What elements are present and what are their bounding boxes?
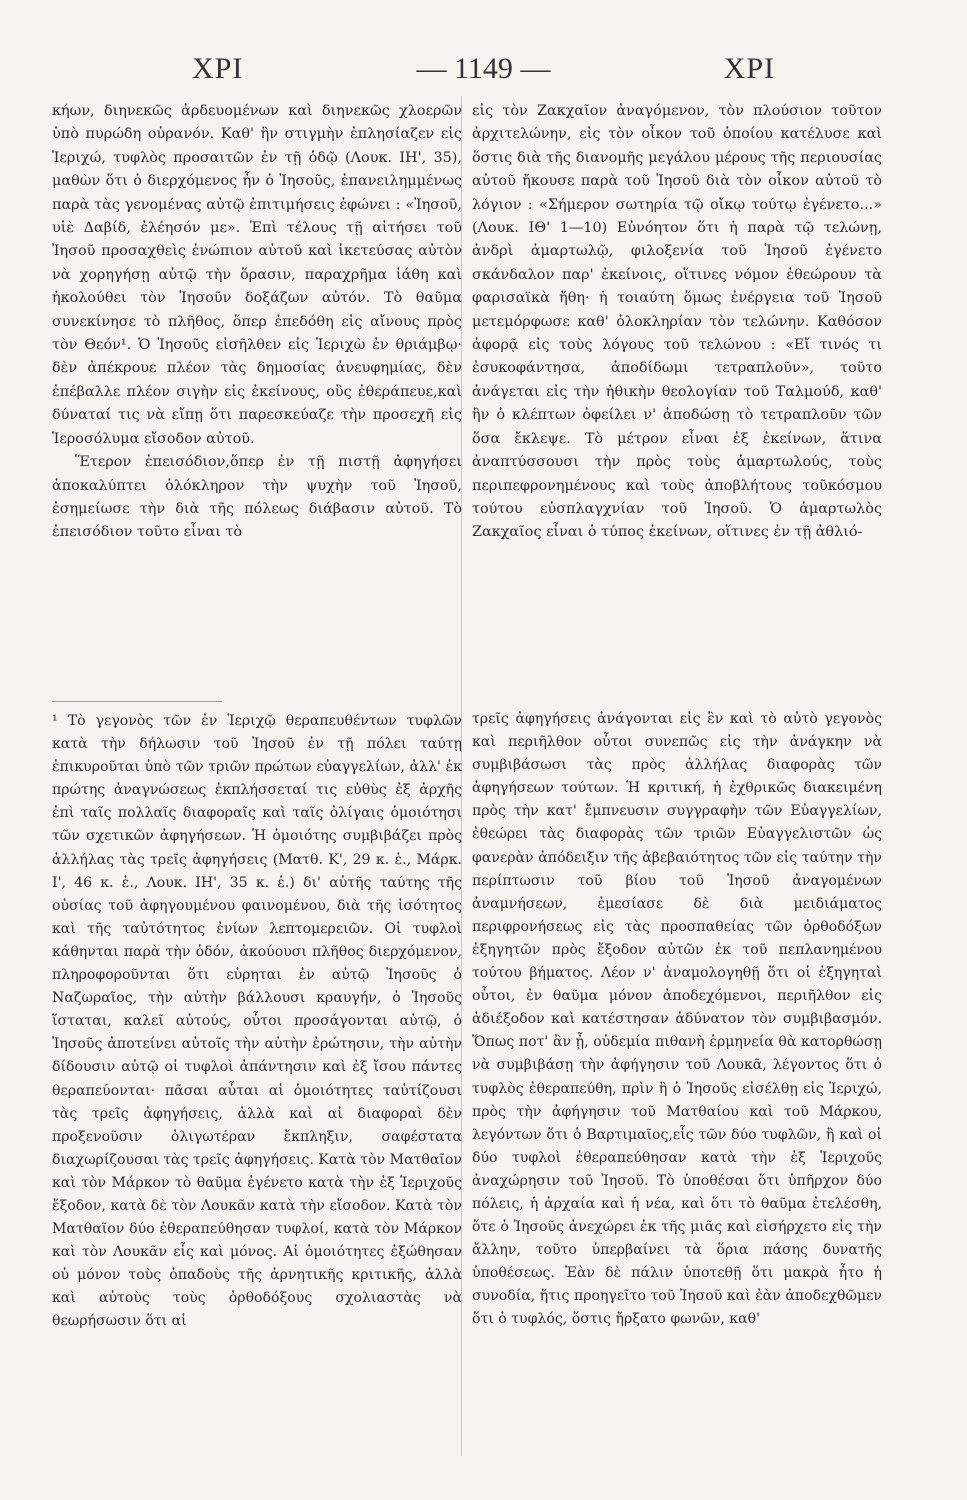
- right-column: [472, 100, 882, 545]
- page-header: [40, 44, 927, 104]
- left-paragraph-1: κήων, διηνεκῶς ἀρδευομένων καὶ διηνεκῶς χλοερῶν ὑπὸ πυρώδη οὐρανόν. Καθ' ἣν στιγμὴν ἐπλησίαζεν εἰς Ἱεριχώ, τυφλὸς προσαιτῶν ἐν τῇ ὁδῷ (Λουκ. ΙΗ', 35), μαθὼν ὅτι ὁ διερχόμενος ἦν ὁ Ἰησοῦς, ἐπανειλημμένως παρὰ τὰς γενομένας αὐτῷ ἐπιτιμήσεις ἐφώνει : «Ἰησοῦ, υἱὲ Δαβίδ, ἐλέησόν με». Ἐπὶ τέλους τῇ αἰτήσει τοῦ Ἰησοῦ προσαχθεὶς ἐνώπιον αὐτοῦ καὶ ἱκετεύσας αὐτὸν νὰ χορηγήσῃ αὐτῷ τὴν ὅρασιν, παραχρῆμα ἰάθη καὶ ἠκολούθει τὸν Ἰησοῦν δοξάζων αὐτόν. Τὸ θαῦμα συνεκίνησε τὸ πλῆθος, ὅπερ ἐπεδόθη εἰς αἴνους πρὸς τὸν Θεόν¹. Ὁ Ἰησοῦς εἰσῆλθεν εἰς Ἱεριχὼ ἐν θριάμβῳ· δὲν ἀπέκρουε πλέον τὰς δημοσίας ἀνευφημίας, δὲν ἐπέβαλλε πλέον σιγὴν εἰς ἐκείνους, οὓς ἐθεράπευε,καὶ δύναταί τις νὰ εἴπῃ ὅτι παρεσκεύαζε τὴν προσεχῆ εἰς Ἱεροσόλυμα εἴσοδον αὐτοῦ.: [52, 103, 462, 447]
- page-number: — 1149 —: [416, 52, 551, 85]
- right-paragraph-1: εἰς τὸν Ζακχαῖον ἀναγόμενον, τὸν πλούσιον τοῦτον ἀρχιτελώνην, εἰς τὸν οἶκον τοῦ ὁποίου κατέλυσε καὶ ὅστις διὰ τῆς διανομῆς μεγάλου μέρους τῆς περιουσίας αὐτοῦ ἤκουσε παρὰ τοῦ Ἰησοῦ διὰ τὸν οἶκον αὐτοῦ τὸ λόγιον : «Σήμερον σωτηρία τῷ οἴκῳ τούτῳ ἐγένετο...» (Λουκ. ΙΘ' 1—10) Εὐνόητον ὅτι ἡ παρὰ τῷ τελώνῃ, ἀνδρὶ ἁμαρτωλῷ, φιλοξενία τοῦ Ἰησοῦ ἐγένετο σκάνδαλον παρ' ἐκείνοις, οἵτινες νόμον ἐθεώρουν τὰ φαρισαϊκὰ ἤθη· ἡ τοιαύτη ὅμως ἐνέργεια τοῦ Ἰησοῦ μετεμόρφωσε καθ' ὁλοκληρίαν τὸν τελώνην. Καθόσον ἀφορᾷ εἰς τοὺς λόγους τοῦ τελώνου : «Εἴ τινός τι ἐσυκοφάντησα, ἀποδίδωμι τετραπλοῦν», τοῦτο ἀνάγεται εἰς τὴν ἠθικὴν θεολογίαν τοῦ Ταλμούδ, καθ' ἣν ὁ κλέπτων ὀφείλει ν' ἀποδώσῃ τὸ τετραπλοῦν τῶν ὅσα ἔκλεψε. Τὸ μέτρον εἶναι ἐξ ἐκείνων, ἅτινα ἀναπτύσσουσι τὴν πρὸς τοὺς ἁμαρτωλούς, τοὺς περιπεφρονημένους καὶ τοὺς ἀποβλήτους τοῦκόσμου τούτου εὐσπλαγχνίαν τοῦ Ἰησοῦ. Ὁ ἁμαρτωλὸς Ζακχαῖος εἶναι ὁ τύπος ἐκείνων, οἵτινες ἐν τῇ ἀθλιό-: [472, 103, 882, 541]
- footnote-right: τρεῖς ἀφηγήσεις ἀνάγονται εἰς ἓν καὶ τὸ αὐτὸ γεγονὸς καὶ περιῆλθον οὗτοι συνεπῶς εἰς τὴν ἀνάγκην νὰ συμβιβάσωσι τὰς πρὸς ἀλλήλας διαφορὰς τῶν ἀφηγήσεων τούτων. Ἡ κριτική, ἡ ἐχθρικῶς διακειμένη πρὸς τὴν κατ' ἔμπνευσιν συγγραφὴν τῶν Εὐαγγελίων, ἐθεώρει τὰς διαφορὰς τῶν τριῶν Εὐαγγελιστῶν ὡς φανερὰν ἀπόδειξιν τῆς ἀβεβαιότητος τῶν εἰς ταύτην τὴν περίπτωσιν τοῦ βίου τοῦ Ἰησοῦ ἀναγομένων ἀναμνήσεων, ἐμεσίασε δὲ διὰ μειδιάματος περιφρονήσεως εἰς τὰς προσπαθείας τῶν ὀρθοδόξων ἐξηγητῶν πρὸς ἔξοδον αὐτῶν ἐκ τοῦ πεπλανημένου τούτου βήματος. Λέον ν' ἀναμολογηθῇ ὅτι οἱ ἐξηγηταὶ οὗτοι, ἐν θαῦμα μόνον ἀποδεχόμενοι, περιῆλθον εἰς ἀδιέξοδον καὶ κατέστησαν ἀδύνατον τὸν συμβιβασμόν. Ὅπως ποτ' ἂν ᾖ, οὐδεμία πιθανὴ ἑρμηνεία θὰ κατορθώσῃ νὰ συμβιβάσῃ τὴν ἀφήγησιν τοῦ Λουκᾶ, λέγοντος ὅτι ὁ τυφλὸς ἐθεραπεύθη, πρὶν ἢ ὁ Ἰησοῦς εἰσέλθῃ εἰς Ἱεριχώ, πρὸς τὴν ἀφήγησιν τοῦ Ματθαίου καὶ τοῦ Μάρκου, λεγόντων ὅτι ὁ Βαρτιμαῖος,εἷς τῶν δύο τυφλῶν, ἢ καὶ οἱ δύο τυφλοὶ ἐθεραπεύθησαν κατὰ τὴν ἐξ Ἱεριχοῦς ἀναχώρησιν τοῦ Ἰησοῦ. Τὸ ὑποθέσαι ὅτι ὑπῆρχον δύο πόλεις, ἡ ἀρχαία καὶ ἡ νέα, καὶ ὅτι τὸ θαῦμα ἐτελέσθη, ὅτε ὁ Ἰησοῦς ἀνεχώρει ἐκ τῆς μιᾶς καὶ εἰσήρχετο εἰς τὴν ἄλλην, τοῦτο ὑπερβαίνει τὰ ὅρια πάσης δυνατῆς ὑποθέσεως. Ἐὰν δὲ πάλιν ὑποτεθῇ ὅτι μακρὰ ἦτο ἡ συνοδία, ἥτις προηγεῖτο τοῦ Ἰησοῦ καὶ ἐὰν ἀποδεχθῶμεν ὅτι ὁ τυφλός, ὅστις ἤρξατο φωνῶν, καθ': [472, 711, 882, 1328]
- header-right-title: ΧΡΙ: [723, 52, 775, 85]
- left-paragraph-2: Ἕτερον ἐπεισόδιον,ὅπερ ἐν τῇ πιστῇ ἀφηγήσει ἀποκαλύπτει ὁλόκληρον τὴν ψυχὴν τοῦ Ἰησοῦ, ἐσημείωσε τὴν διὰ τῆς πόλεως διάβασιν αὐτοῦ. Τὸ ἐπεισόδιον τοῦτο εἶναι τὸ: [52, 454, 462, 541]
- header-left-title: ΧΡΙ: [192, 52, 244, 85]
- left-column: [52, 100, 462, 545]
- footnote-separator: [52, 701, 222, 702]
- footnote-left: ¹ Τὸ γεγονὸς τῶν ἐν Ἱεριχῷ θεραπευθέντων τυφλῶν κατὰ τὴν δήλωσιν τοῦ Ἰησοῦ ἐν τῇ πόλει ταύτῃ ἐπικυροῦται ὑπὸ τῶν τριῶν πρώτων εὐαγγελίων, ἀλλ' ἐκ πρώτης ἀναγνώσεως ἐκπλήσσεταί τις εὐθὺς ἐξ ἀρχῆς ἐπὶ ταῖς πολλαῖς διαφοραῖς καὶ ταῖς ὀλίγαις ὁμοιότησι τῶν σχετικῶν ἀφηγήσεων. Ἡ ὁμοιότης συμβιβάζει πρὸς ἀλλήλας τὰς τρεῖς ἀφηγήσεις (Ματθ. Κ', 29 κ. ἑ., Μάρκ. Ι', 46 κ. ἑ., Λουκ. ΙΗ', 35 κ. ἑ.) δι' αὐτῆς ταύτης τῆς οὐσίας τοῦ ἀφηγουμένου φαινομένου, διὰ τῆς ἰσότητος καὶ τῆς ταὐτότητος ἐνίων λεπτομερειῶν. Οἱ τυφλοὶ κάθηνται παρὰ τὴν ὁδόν, ἀκούουσι πλῆθος διερχόμενον, πληροφοροῦνται ὅτι εὑρηται ἐν αὐτῷ Ἰησοῦς ὁ Ναζωραῖος, τὴν αὐτὴν βάλλουσι κραυγήν, ὁ Ἰησοῦς ἵσταται, καλεῖ αὐτούς, οὗτοι προσάγονται αὐτῷ, ὁ Ἰησοῦς ἀποτείνει αὐτοῖς τὴν αὐτὴν ἐρώτησιν, τὴν αὐτὴν δίδουσιν αὐτῷ οἱ τυφλοὶ ἀπάντησιν καὶ ἐξ ἴσου πάντες θεραπεύονται· πᾶσαι αὗται αἱ ὁμοιότητες ταὐτίζουσι τὰς τρεῖς ἀφηγήσεις, ἀλλὰ καὶ αἱ διαφοραὶ δὲν προξενοῦσιν ὀλιγωτέραν ἔκπληξιν, σαφέστατα διαχωρίζουσαι τὰς τρεῖς ἀφηγήσεις. Κατὰ τὸν Ματθαῖον καὶ τὸν Μάρκον τὸ θαῦμα ἐγένετο κατὰ τὴν ἐξ Ἱεριχοῦς ἔξοδον, κατὰ δὲ τὸν Λουκᾶν κατὰ τὴν εἴσοδον. Κατὰ τὸν Ματθαῖον δύο ἐθεραπεύθησαν τυφλοί, κατὰ τὸν Μάρκον καὶ τὸν Λουκᾶν εἷς καὶ μόνος. Αἱ ὁμοιότητες ἐξώθησαν οὐ μόνον τοὺς ὀπαδοὺς τῆς ἀρνητικῆς κριτικῆς, ἀλλὰ καὶ αὐτοὺς τοὺς ὀρθοδόξους σχολιαστὰς νὰ θεωρήσωσιν ὅτι αἱ: [52, 713, 462, 1330]
